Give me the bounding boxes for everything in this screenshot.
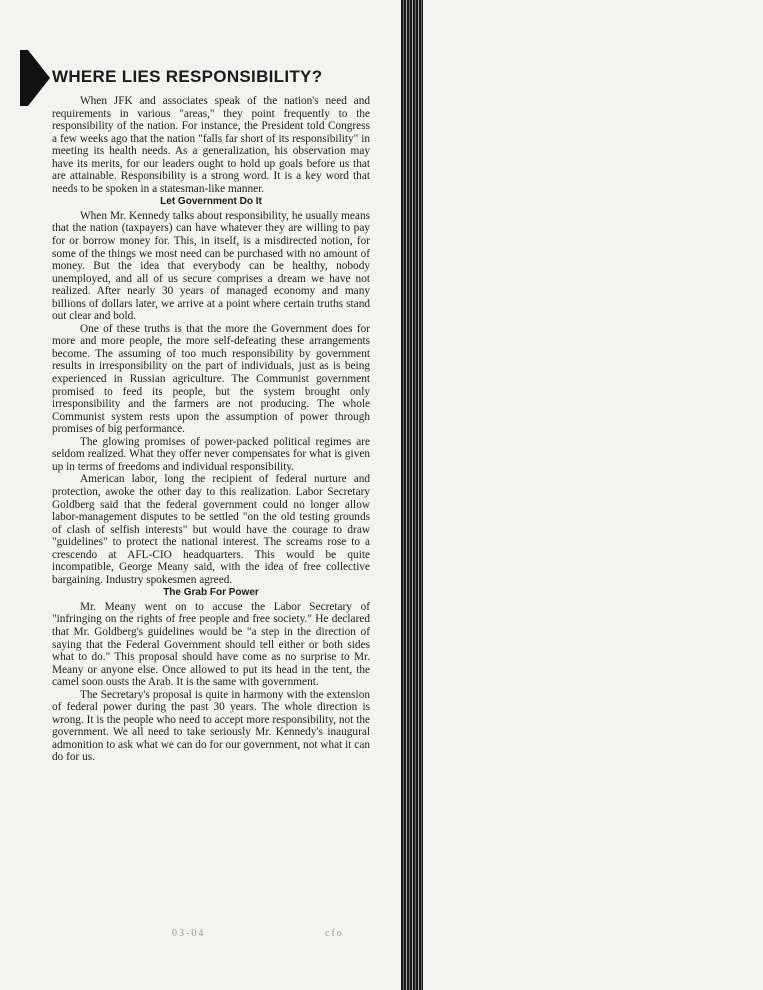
paragraph: The glowing promises of power-packed political regimes are seldom realized. What they offer never compensates for what is given up in terms of freedoms and individual responsibility. [52, 435, 370, 473]
right-column [425, 0, 763, 990]
paragraph: One of these truths is that the more the Government does for more and more people, the more self-defeating these arrangements become. The assuming of too much responsibility by government results in irresponsibility on the part of individuals, just as is being experienced in Russian agriculture. The Communist government promised to feed its people, but the system brought only irresponsibility and the farmers are not producing. The whole Communist system rests upon the assumption of power through promises of big performance. [52, 322, 370, 436]
column-divider [401, 0, 423, 990]
paragraph: When Mr. Kennedy talks about responsibility, he usually means that the nation (taxpayers) can have whatever they are willing to pay for or borrow money for. This, in itself, is a misdirected notion, for some of the things we most need can be purchased with no amount of money. But the idea that everybody can be healthy, nobody unemployed, and all of us secure comprises a dream we have not realized. After nearly 30 years of managed economy and many billions of dollars later, we arrive at a point where certain truths stand out clear and bold. [52, 209, 370, 323]
page-code: cfo [325, 928, 344, 939]
paragraph: American labor, long the recipient of federal nurture and protection, awoke the other day to this realization. Labor Secretary Goldberg said that the federal government could no longer allow labor-management disputes to be settled "on the old testing grounds of clash of selfish interests" but would have the courage to draw "guidelines" to protect the national interest. The screams rose to a crescendo at AFL-CIO headquarters. This would be quite incompatible, George Meany said, with the idea of free collective bargaining. Industry spokesmen agreed. [52, 473, 370, 586]
subheading: The Grab For Power [163, 587, 259, 599]
paragraph: When JFK and associates speak of the nation's need and requirements in various "areas," they point frequently to the responsibility of the nation. For instance, the President told Congress a few weeks ago that the nation "falls far short of its responsibility" in meeting its health needs. As a generalization, his observation may have its merits, for our leaders ought to hold up goals before us that are attainable. Responsibility is a strong word. It is a key word that needs to be spoken in a statesman-like manner. [52, 95, 370, 195]
subheading: Let Government Do It [160, 196, 262, 208]
left-article-body [52, 95, 370, 764]
left-article-title: WHERE LIES RESPONSIBILITY? [52, 67, 323, 86]
arrow-marker-icon [28, 50, 50, 106]
paragraph: The Secretary's proposal is quite in harmony with the extension of federal power during the past 30 years. The whole direction is wrong. It is the people who need to accept more responsibility, not the government. We all need to take seriously Mr. Kennedy's inaugural admonition to ask what we can do for our government, not what it can do for us. [52, 688, 370, 764]
paragraph: Mr. Meany went on to accuse the Labor Secretary of "infringing on the rights of free people and free society." He declared that Mr. Goldberg's guidelines would be "a step in the direction of saying that the Federal Government should tell either or both sides what to do." This proposal should have come as no surprise to Mr. Meany or anyone else. Once allowed to put its head in the tent, the camel soon ousts the Arab. It is the same with government. [52, 600, 370, 689]
page-code: 03-04 [172, 928, 206, 939]
